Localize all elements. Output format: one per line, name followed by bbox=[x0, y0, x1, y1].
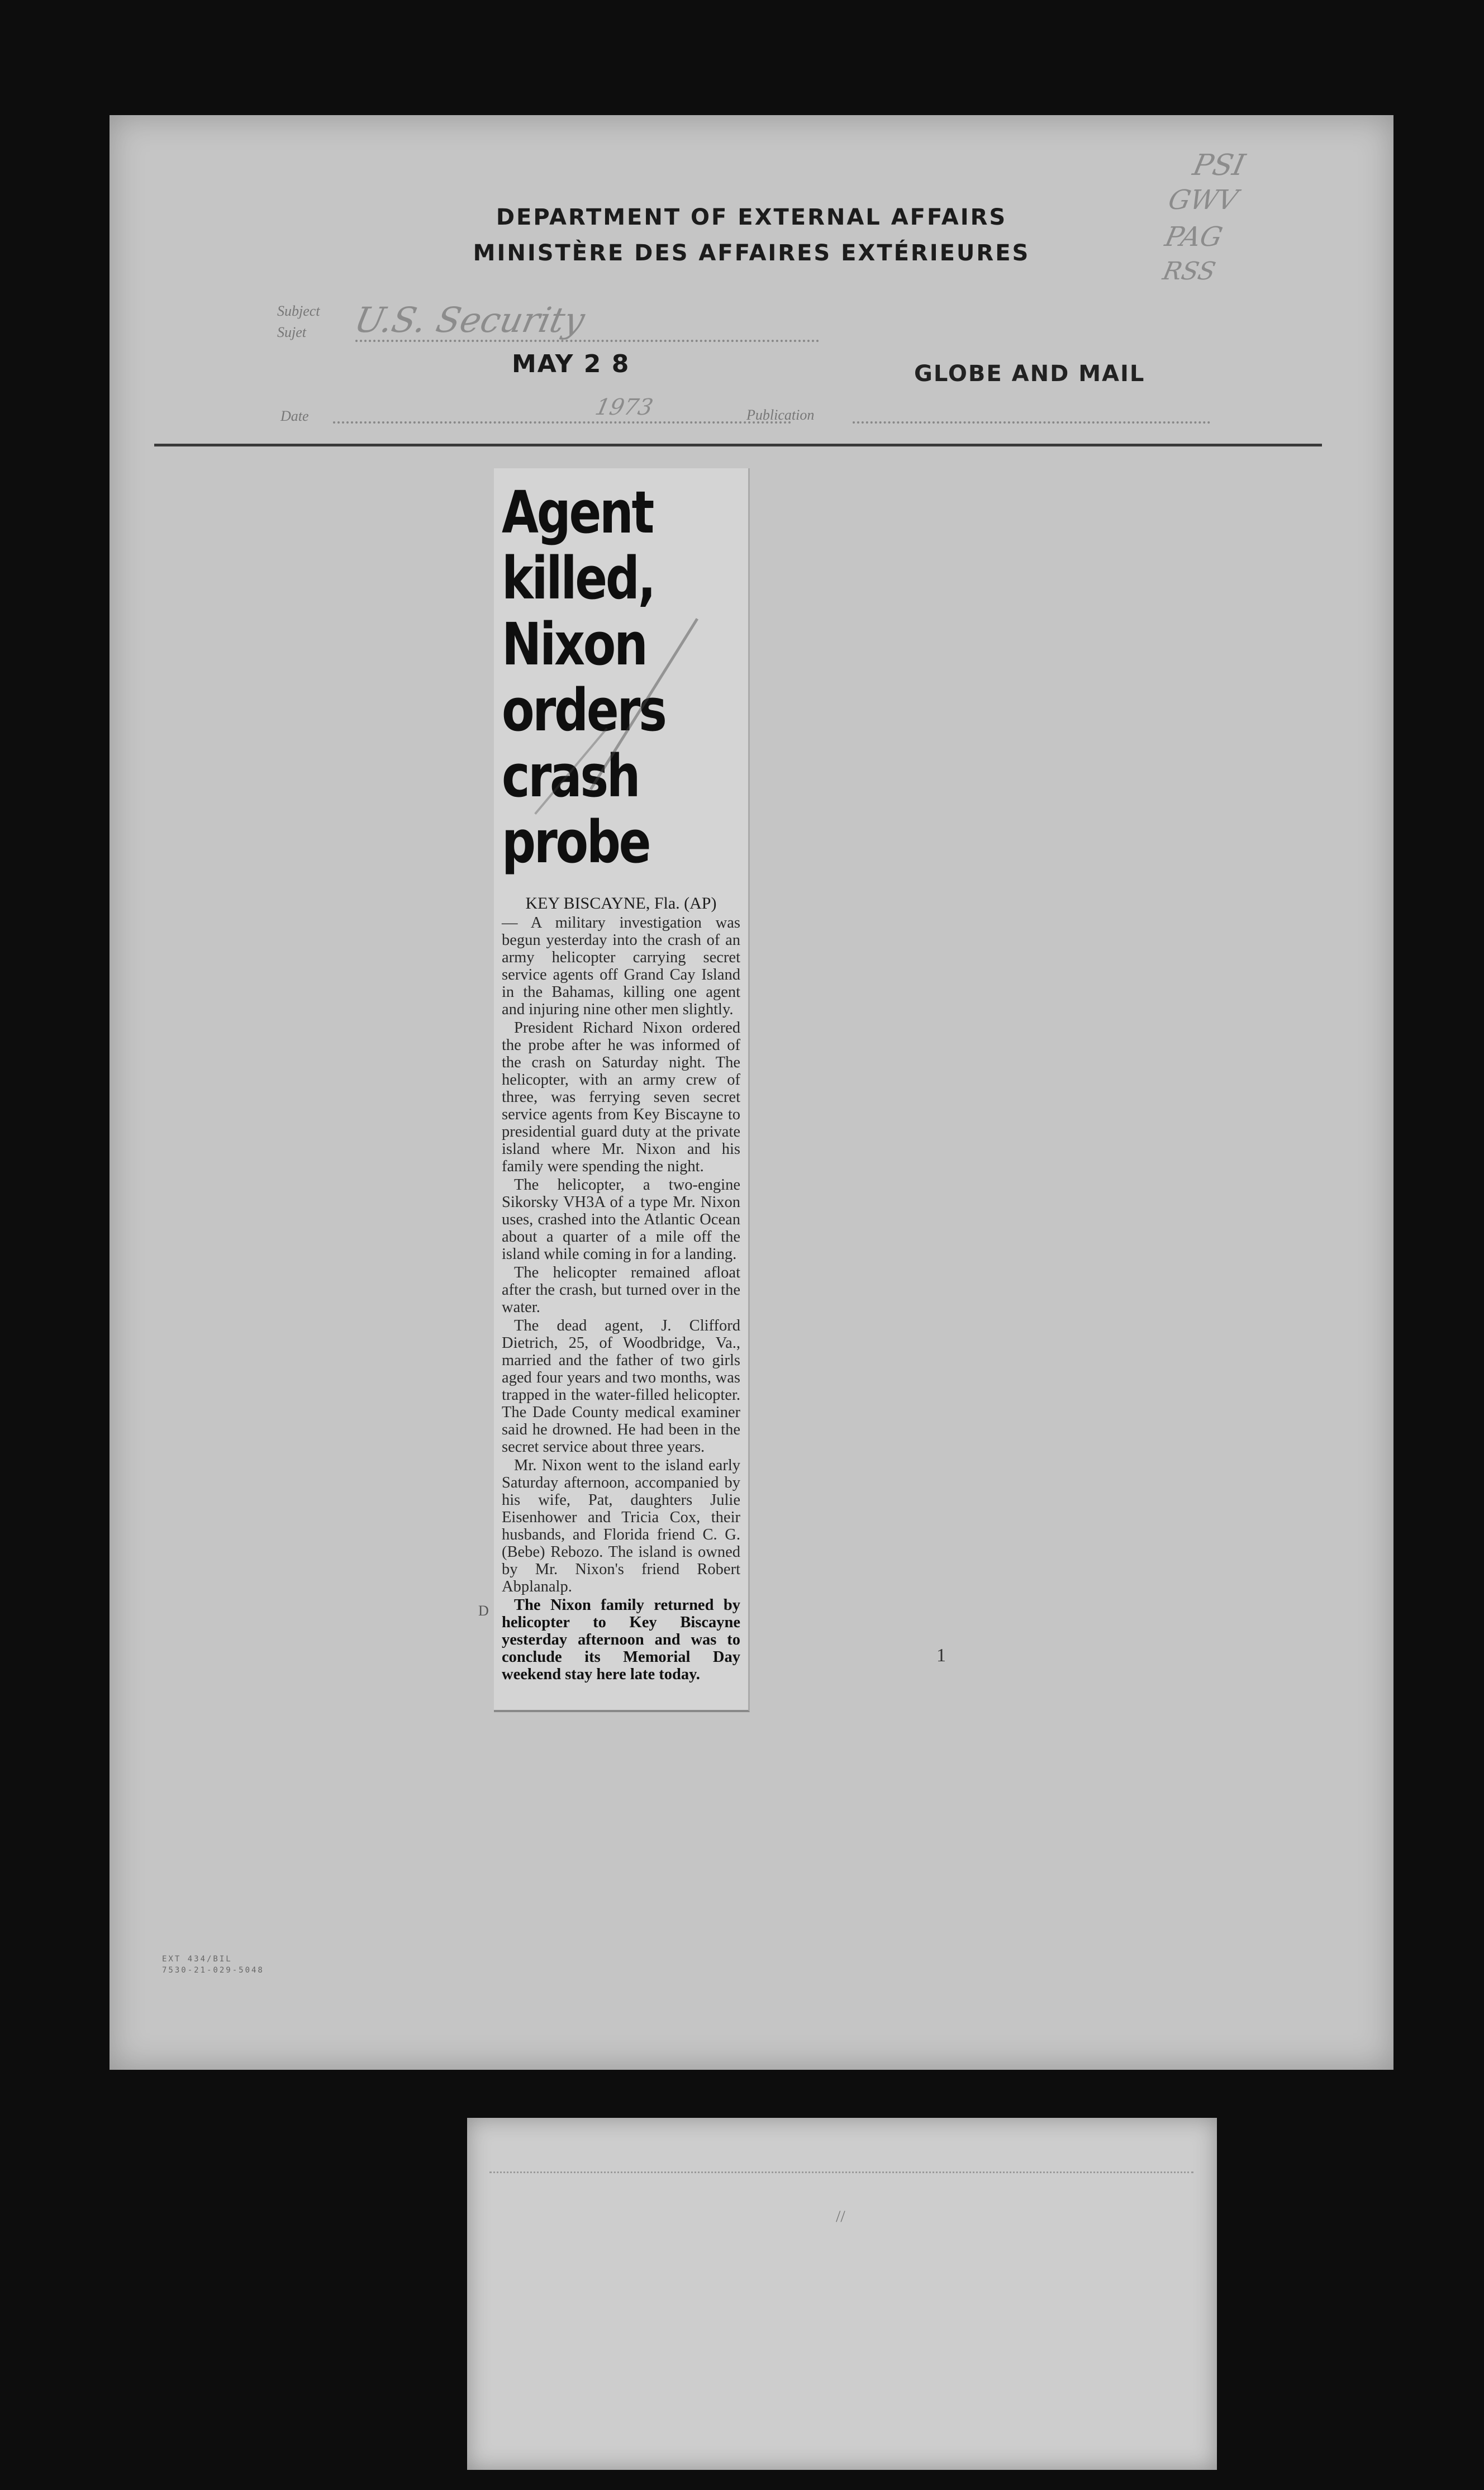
publication-dotted-line bbox=[853, 421, 1210, 424]
department-name-french: MINISTÈRE DES AFFAIRES EXTÉRIEURES bbox=[473, 240, 1030, 266]
card-mark: // bbox=[836, 2207, 845, 2226]
subject-label-en: Subject bbox=[277, 303, 320, 319]
article-paragraph: The helicopter remained afloat after the crash, but turned over in the water. bbox=[502, 1264, 740, 1316]
margin-mark-left: D bbox=[478, 1603, 489, 1619]
article-paragraph: The dead agent, J. Clifford Dietrich, 25, of Woodbridge, Va., married and the father of two girls aged four years and two months, was trapped in the water-filled helicopter. The Dade County medical examiner said he drowned. He had been in the secret service about three years. bbox=[502, 1317, 740, 1456]
routing-initials-2: GWV bbox=[1166, 184, 1241, 216]
date-label: Date bbox=[280, 408, 309, 424]
date-year-handwritten: 1973 bbox=[593, 395, 655, 420]
date-stamp: MAY 2 8 bbox=[512, 350, 630, 378]
article-paragraph: President Richard Nixon ordered the probe after he was informed of the crash on Saturday night. The helicopter, with an army crew of three, was ferrying seven secret service agents from Key Biscayne to presidential guard duty at the private island where Mr. Nixon and his family were spending the night. bbox=[502, 1019, 740, 1175]
article-dateline: KEY BISCAYNE, Fla. (AP) bbox=[525, 894, 717, 913]
subject-label-fr: Sujet bbox=[277, 324, 306, 340]
form-code-line-2: 7530-21-029-5048 bbox=[162, 1966, 264, 1975]
routing-initials-1: PSI bbox=[1190, 149, 1248, 182]
card-dotted-line bbox=[489, 2171, 1193, 2173]
headline-line: Agent killed, bbox=[502, 478, 654, 612]
routing-initials-3: PAG bbox=[1162, 221, 1225, 253]
publication-name: GLOBE AND MAIL bbox=[914, 361, 1145, 387]
article-headline bbox=[502, 479, 749, 875]
date-dotted-line bbox=[333, 421, 791, 424]
subject-dotted-line bbox=[355, 340, 819, 342]
clipping-sheet bbox=[110, 115, 1393, 2070]
publication-label: Publication bbox=[746, 407, 815, 423]
article-paragraph: The helicopter, a two-engine Sikorsky VH3A of a type Mr. Nixon uses, crashed into the Atlantic Ocean about a quarter of a mile off the island while coming in for a landing. bbox=[502, 1176, 740, 1263]
form-code bbox=[162, 1954, 264, 1976]
headline-line: crash probe bbox=[502, 742, 650, 876]
department-name-english: DEPARTMENT OF EXTERNAL AFFAIRS bbox=[496, 205, 1007, 230]
routing-initials-4: RSS bbox=[1160, 257, 1219, 286]
headline-line: Nixon orders bbox=[502, 610, 665, 744]
article-paragraph: Mr. Nixon went to the island early Saturday afternoon, accompanied by his wife, Pat, daughters Julie Eisenhower and Tricia Cox, their husbands, and Florida friend C. G. (Bebe) Rebozo. The island is owned by Mr. Nixon's friend Robert Abplanalp. bbox=[502, 1457, 740, 1595]
form-code-line-1: EXT 434/BIL bbox=[162, 1955, 232, 1964]
subject-handwritten: U.S. Security bbox=[351, 300, 588, 340]
header-rule bbox=[154, 444, 1322, 446]
article-paragraph: The Nixon family returned by helicopter to Key Biscayne yesterday afternoon and was to conclude its Memorial Day weekend stay here late today. bbox=[502, 1596, 740, 1683]
index-card bbox=[467, 2118, 1217, 2470]
article-paragraph: — A military investigation was begun yesterday into the crash of an army helicopter carrying secret service agents off Grand Cay Island in the Bahamas, killing one agent and injuring nine other men slightly. bbox=[502, 914, 740, 1018]
margin-mark-right: 1 bbox=[936, 1645, 946, 1666]
newspaper-clipping bbox=[494, 468, 750, 1712]
